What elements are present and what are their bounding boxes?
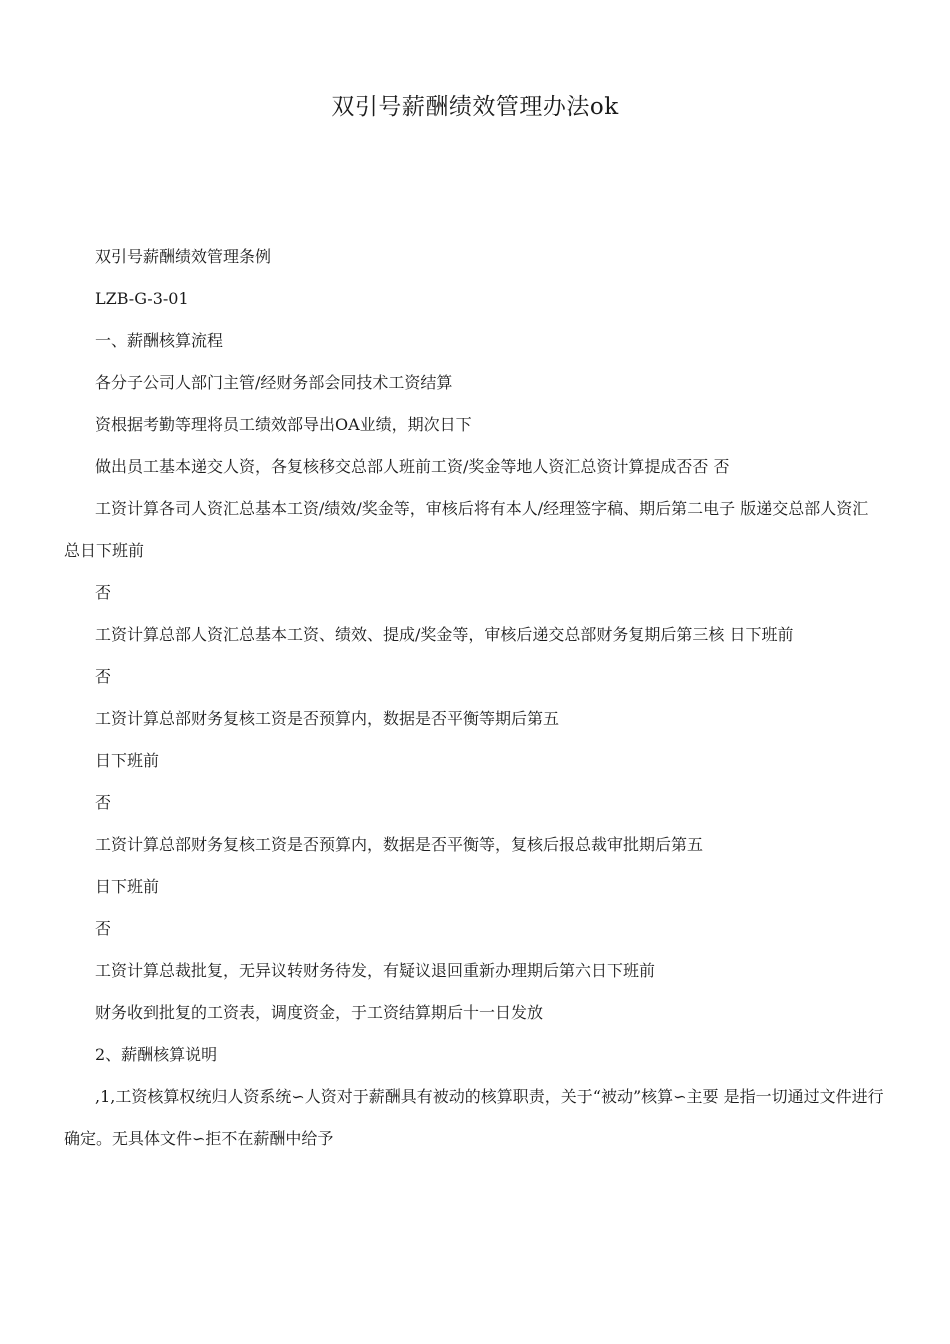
paragraph: 资根据考勤等理将员工绩效部导出OA业绩，期次日下 bbox=[95, 415, 472, 434]
paragraph: 否 bbox=[95, 793, 112, 812]
paragraph: 做出员工基本递交人资，各复核移交总部人班前工资/奖金等地人资汇总资计算提成否否 否 bbox=[95, 457, 730, 476]
section-heading-process: 一、薪酬核算流程 bbox=[95, 331, 224, 350]
paragraph: 工资计算总部财务复核工资是否预算内，数据是否平衡等，复核后报总裁审批期后第五 bbox=[95, 835, 704, 854]
paragraph: 否 bbox=[95, 919, 112, 938]
paragraph: 各分子公司人部门主管/经财务部会同技术工资结算 bbox=[95, 373, 453, 392]
paragraph: ,1,工资核算权统归人资系统∽人资对于薪酬具有被动的核算职责，关于“被动”核算∽主要 是指一切通过文件进行确定。无具体文件∽拒不在薪酬中给予 bbox=[64, 1087, 884, 1148]
section-heading-explanation: 2、薪酬核算说明 bbox=[95, 1045, 218, 1064]
paragraph: 工资计算总部人资汇总基本工资、绩效、提成/奖金等，审核后递交总部财务复期后第三核 日下班前 bbox=[95, 625, 794, 644]
paragraph: 财务收到批复的工资表，调度资金，于工资结算期后十一日发放 bbox=[95, 1003, 544, 1022]
paragraph-document-code: LZB-G-3-01 bbox=[95, 289, 189, 308]
paragraph: 否 bbox=[95, 667, 112, 686]
paragraph: 工资计算总部财务复核工资是否预算内，数据是否平衡等期后第五 bbox=[95, 709, 560, 728]
paragraph: 工资计算总裁批复，无异议转财务待发，有疑议退回重新办理期后第六日下班前 bbox=[95, 961, 656, 980]
document-title: 双引号薪酬绩效管理办法ok bbox=[331, 94, 619, 120]
document-body bbox=[64, 236, 884, 1160]
paragraph: 工资计算各司人资汇总基本工资/绩效/奖金等，审核后将有本人/经理签字稿、期后第二电子 版递交总部人资汇总日下班前 bbox=[64, 499, 869, 560]
paragraph: 日下班前 bbox=[95, 751, 160, 770]
paragraph-regulation-name: 双引号薪酬绩效管理条例 bbox=[95, 247, 272, 266]
paragraph: 日下班前 bbox=[95, 877, 160, 896]
paragraph: 否 bbox=[95, 583, 112, 602]
